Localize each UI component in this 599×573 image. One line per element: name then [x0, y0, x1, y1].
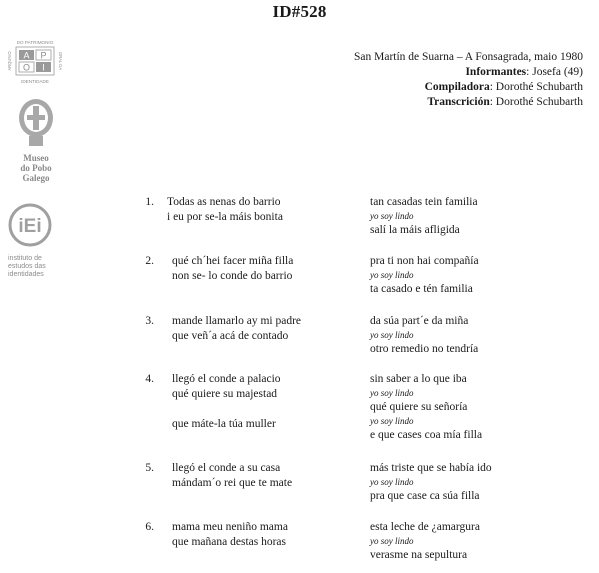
stanza-number: 6. — [145, 521, 154, 533]
document-title: ID#528 — [272, 2, 327, 21]
apoi-top-text: DO PATRIMONIO — [16, 40, 54, 45]
line-spacer — [172, 402, 281, 417]
stanza-right-column — [370, 254, 479, 297]
stanza-left-column — [172, 461, 292, 491]
museo-logo — [10, 98, 62, 183]
verse-line: más triste que se había ido — [370, 462, 492, 474]
apoi-letter-p: P — [40, 50, 47, 61]
compiler-line — [354, 80, 583, 95]
transcription-value: : Dorothé Schubarth — [489, 96, 583, 108]
verse-line: pra ti non hai compañía — [370, 255, 479, 267]
stanza-left-column — [172, 254, 293, 284]
refrain-line: yo soy lindo — [370, 536, 414, 546]
iei-text-line-3: identidades — [8, 271, 44, 278]
verse-line: tan casadas tein familia — [370, 196, 478, 208]
stanza-number: 1. — [145, 196, 154, 208]
stanza-number: 5. — [145, 462, 154, 474]
verse-line: non se- lo conde do barrio — [172, 270, 293, 282]
informants-line — [354, 65, 583, 80]
stanza-number: 3. — [145, 315, 154, 327]
apoi-logo — [6, 38, 64, 84]
stanza-number: 4. — [145, 373, 154, 385]
verse-line: da súa part´e da miña — [370, 315, 469, 327]
museo-line-3: Galego — [22, 173, 50, 183]
verse-line: qué ch´hei facer miña filla — [172, 255, 294, 267]
refrain-line: yo soy lindo — [370, 416, 414, 426]
museo-emblem-icon — [16, 98, 56, 148]
refrain-line: yo soy lindo — [370, 211, 414, 221]
museo-line-1: Museo — [23, 153, 49, 163]
transcription-line — [354, 95, 583, 110]
metadata-block — [354, 50, 583, 110]
verse-line: otro remedio no tendría — [370, 343, 479, 355]
verse-line: pra que case ca súa filla — [370, 490, 480, 502]
verse-line: que veñ´a acá de contado — [172, 330, 289, 342]
stanza-right-column — [370, 372, 482, 443]
verse-line: verasme na sepultura — [370, 549, 468, 561]
informants-label: Informantes — [465, 66, 527, 78]
informants-value: : Josefa (49) — [526, 66, 583, 78]
stanza-left-column — [172, 314, 301, 344]
iei-logo — [8, 203, 64, 279]
apoi-letter-a: A — [23, 50, 30, 61]
apoi-left-text: ARQUIVO — [7, 51, 12, 71]
verse-line: llegó el conde a palacio — [172, 373, 281, 385]
apoi-bottom-text: IDENTIDADE — [21, 79, 49, 84]
place-date: San Martín de Suarna – A Fonsagrada, maio 1980 — [353, 51, 583, 63]
verse-line: esta leche de ¿amargura — [370, 521, 480, 533]
stanza-left-column — [167, 195, 283, 225]
verse-line: qué quiere su majestad — [172, 388, 278, 400]
compiler-value: : Dorothé Schubarth — [489, 81, 583, 93]
stanza-left-column — [172, 372, 281, 432]
verse-line: que mañana destas horas — [172, 536, 287, 548]
stanza-right-column — [370, 314, 478, 357]
verse-line: mande llamarlo ay mi padre — [172, 315, 302, 327]
verse-line: mama meu neniño mama — [172, 521, 288, 533]
stanza-number: 2. — [145, 255, 154, 267]
iei-text-line-1: instituto de — [8, 255, 42, 262]
iei-text — [8, 255, 64, 279]
refrain-line: yo soy lindo — [370, 330, 414, 340]
verse-line: mándam´o rei que te mate — [172, 477, 293, 489]
apoi-letter-o: O — [22, 62, 31, 73]
compiler-label: Compiladora — [424, 81, 490, 93]
verse-line: llegó el conde a su casa — [172, 462, 281, 474]
museo-line-2: do Pobo — [20, 163, 52, 173]
refrain-line: yo soy lindo — [370, 388, 414, 398]
apoi-letter-i: I — [42, 62, 45, 73]
iei-emblem-icon — [8, 203, 52, 247]
verse-line: sin saber a lo que iba — [370, 373, 467, 385]
verse-line: qué quiere su señoría — [370, 401, 468, 413]
verse-line: Todas as nenas do barrio — [167, 196, 281, 208]
stanza-right-column — [370, 520, 480, 563]
verse-line: i eu por se-la máis bonita — [167, 211, 283, 223]
verse-line: salí la máis afligida — [370, 224, 460, 236]
stanza-right-column — [370, 195, 478, 238]
verse-line: ta casado e tén familia — [370, 283, 473, 295]
verse-line: que máte-la túa muller — [172, 418, 276, 430]
transcription-label: Transcrición — [427, 96, 490, 108]
refrain-line: yo soy lindo — [370, 270, 414, 280]
iei-text-line-2: estudos das — [8, 263, 46, 270]
verse-line: e que cases coa mía filla — [370, 429, 483, 441]
apoi-right-text: ORAL DA — [58, 51, 63, 71]
refrain-line: yo soy lindo — [370, 477, 414, 487]
stanza-left-column — [172, 520, 288, 550]
stanza-right-column — [370, 461, 492, 504]
iei-mark: iEi — [18, 216, 42, 237]
